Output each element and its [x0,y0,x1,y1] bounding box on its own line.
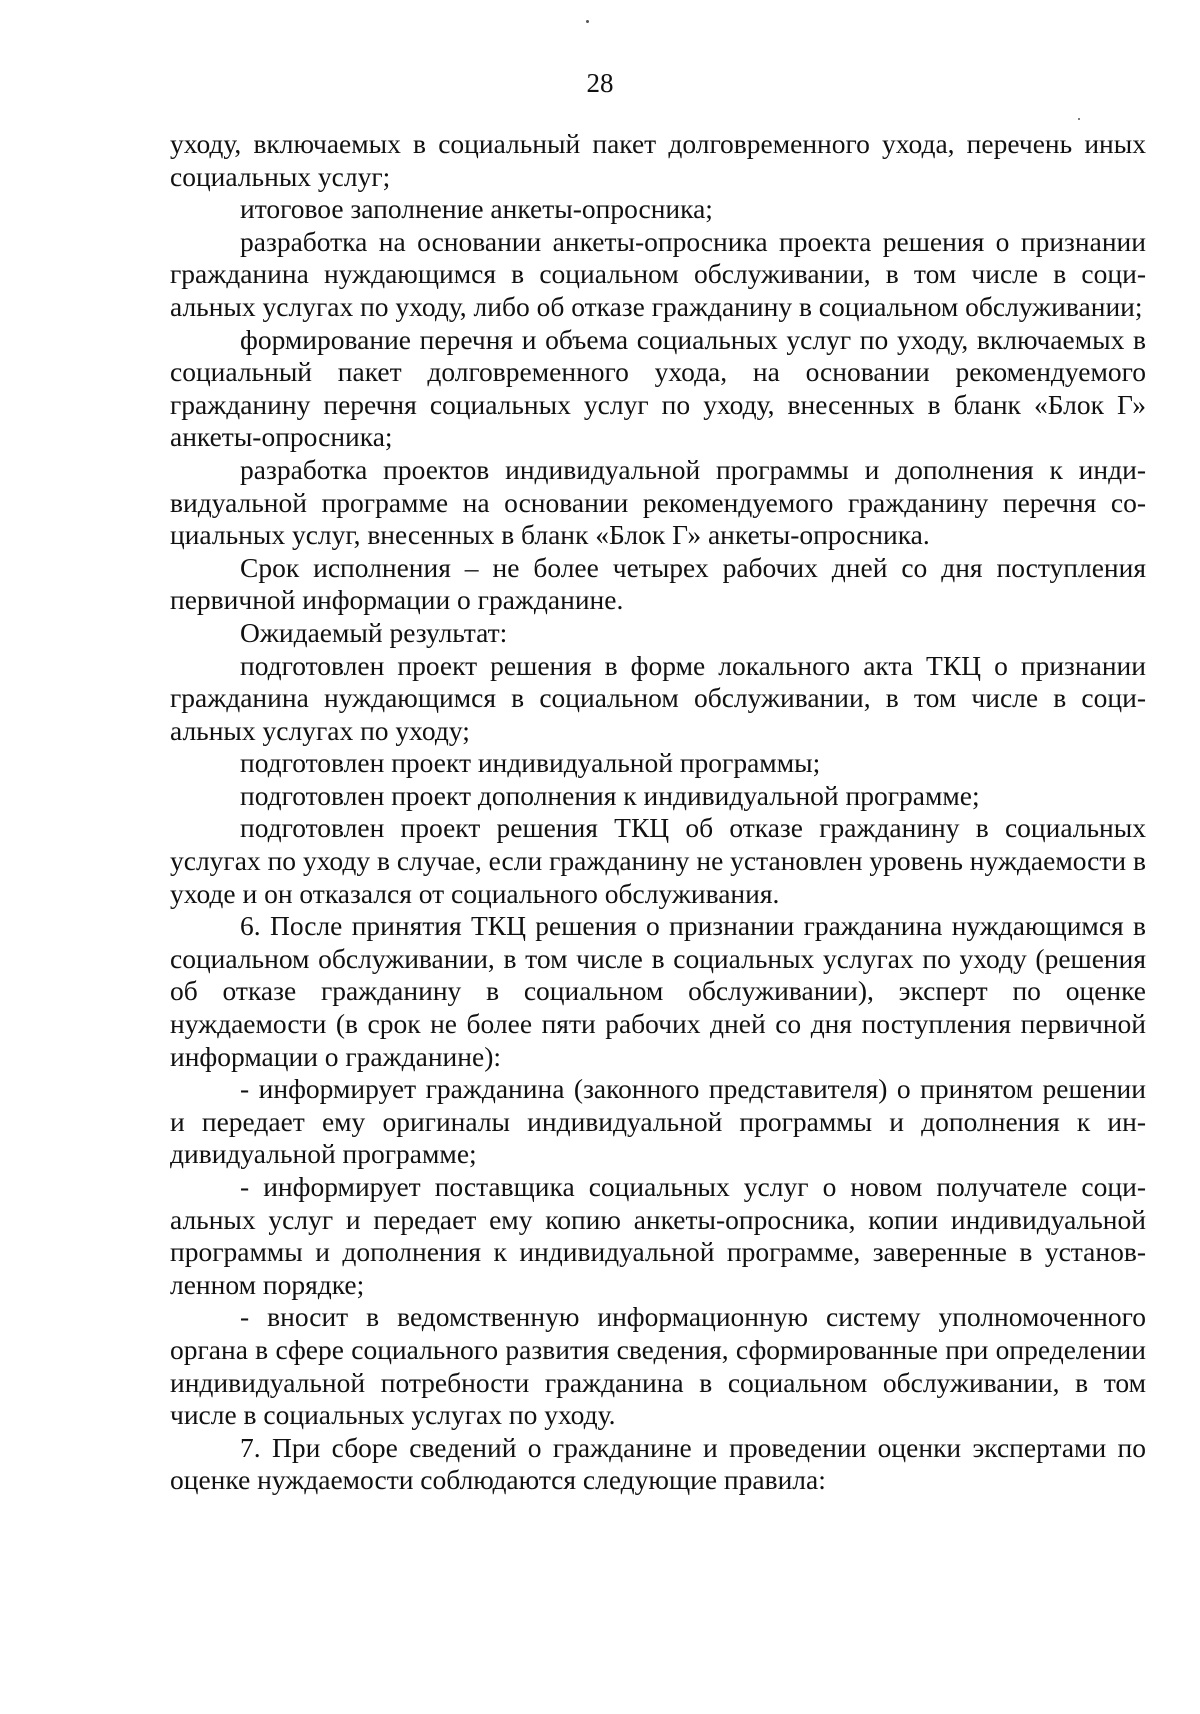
paragraph: Ожидаемый результат: [240,616,508,648]
paragraph: формирование перечня и объема социальных услуг по уходу, включаемых в социальный пакет долговременного ухода, на основании рекомендуемого гражданину перечня социальных услуг по уходу, внесенных в бланк «Блок Г» анкеты-опросника; [170,323,1146,453]
paragraph: подготовлен проект дополнения к индивидуальной программе; [240,779,980,811]
paragraph: 6. После принятия ТКЦ решения о признании гражданина нуждающимся в социальном обслуживании, в том числе в социальных услугах по уходу (решения об отказе гражданину в социальном обслуживании), эксперт по оценке нуждаемости (в срок не более пяти рабочих дней со дня поступления первичной информации о гражданине): [170,910,1146,1072]
paragraph: - вносит в ведомственную информационную систему уполномоченного органа в сфере социального развития сведения, сформированные при определении индивидуальной потребности гражданина в социальном обслуживании, в том числе в социальных услугах по уходу. [170,1301,1146,1431]
paragraph: подготовлен проект решения ТКЦ об отказе гражданину в социальных услугах по уходу в случае, если гражданину не установлен уровень нуждаемости в уходе и он отказался от социального обслуживания. [170,812,1146,909]
paragraph: 7. При сборе сведений о гражданине и проведении оценки экспертами по оценке нуждаемости соблюдаются следующие правила: [170,1431,1146,1496]
body-text [170,128,1146,1497]
page-number: 28 [586,68,614,98]
paragraph: - информирует поставщика социальных услуг о новом получателе социальных услуг и передает ему копию анкеты-опросника, копии индивидуальной программы и дополнения к индивидуальной программе, заверенные в установленном порядке; [170,1171,1146,1300]
paragraph: разработка на основании анкеты-опросника проекта решения о признании гражданина нуждающимся в социальном обслуживании, в том числе в социальных услугах по уходу, либо об отказе гражданину в социальном обслуживании; [170,225,1146,322]
paragraph: - информирует гражданина (законного представителя) о принятом решении и передает ему оригиналы индивидуальной программы и дополнения к индивидуальной программе; [170,1073,1146,1170]
paragraph: уходу, включаемых в социальный пакет долговременного ухода, перечень иных социальных услуг; [170,128,1146,192]
paragraph: Срок исполнения – не более четырех рабочих дней со дня поступления первичной информации о гражданине. [170,551,1146,616]
paragraph: подготовлен проект индивидуальной программы; [240,747,821,779]
paragraph: подготовлен проект решения в форме локального акта ТКЦ о признании гражданина нуждающимся в социальном обслуживании, в том числе в социальных услугах по уходу; [170,649,1146,746]
paragraph: итоговое заполнение анкеты-опросника; [240,193,713,225]
paragraph: разработка проектов индивидуальной программы и дополнения к индивидуальной программе на основании рекомендуемого гражданину перечня социальных услуг, внесенных в бланк «Блок Г» анкеты-опросника. [170,453,1146,551]
scan-speck [586,20,589,23]
scan-speck [1078,118,1080,120]
